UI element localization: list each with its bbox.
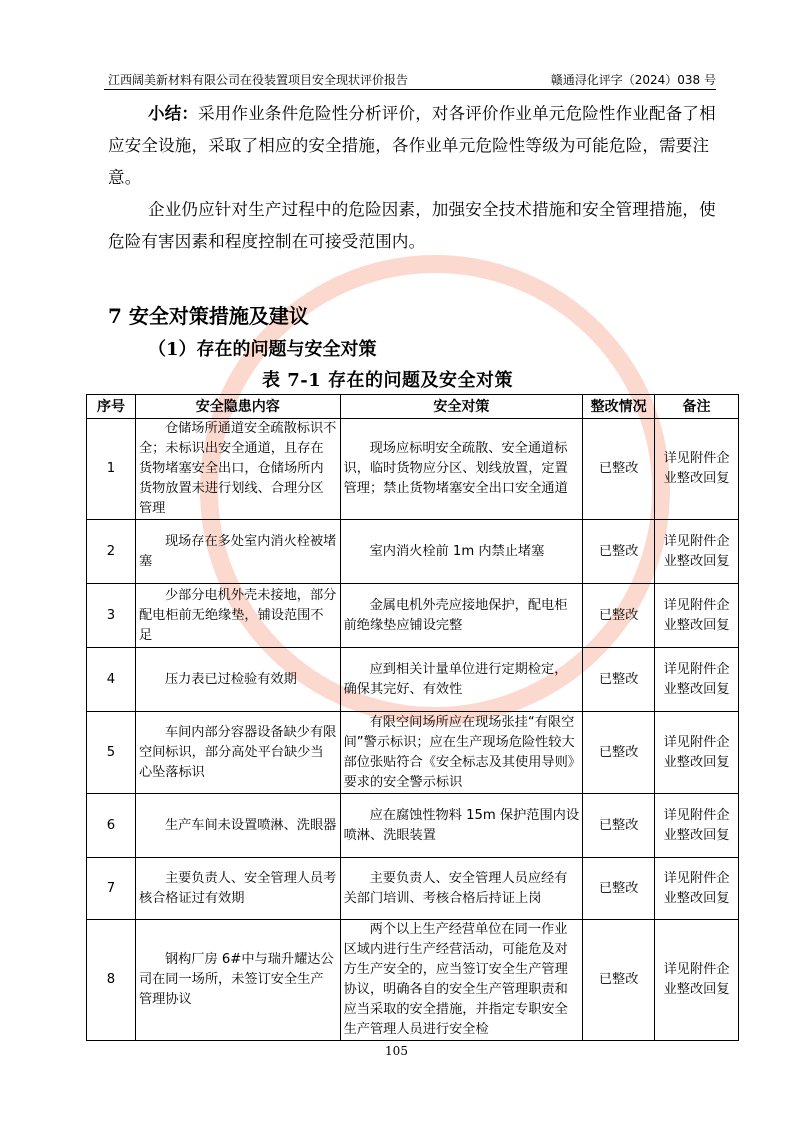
row-no: 3 — [87, 584, 136, 648]
summary-label: 小结： — [148, 104, 199, 123]
summary-paragraph-2: 企业仍应针对生产过程中的危险因素，加强安全技术措施和安全管理措施，使危险有害因素和程度控制在可接受范围内。 — [108, 200, 716, 251]
row-status: 已整改 — [583, 648, 655, 712]
row-note: 详见附件企业整改回复 — [655, 648, 739, 712]
row-status: 已整改 — [583, 858, 655, 920]
header-doc-number: 赣通浔化评字（2024）038 号 — [550, 73, 716, 87]
table-row — [87, 419, 739, 520]
row-no: 7 — [87, 858, 136, 920]
header-note: 备注 — [655, 395, 739, 419]
table-row — [87, 794, 739, 858]
header-no: 序号 — [87, 395, 136, 419]
row-measure: 主要负责人、安全管理人员应经有关部门培训、考核合格后持证上岗 — [340, 858, 583, 920]
page-header — [104, 69, 716, 87]
summary-text: 采用作业条件危险性分析评价，对各评价作业单元危险性作业配备了相应安全设施，采取了相应的安全措施，各作业单元危险性等级为可能危险，需要注意。 — [108, 104, 716, 187]
row-measure: 应到相关计量单位进行定期检定，确保其完好、有效性 — [340, 648, 583, 712]
row-note: 详见附件企业整改回复 — [655, 858, 739, 920]
row-measure: 室内消火栓前 1m 内禁止堵塞 — [340, 520, 583, 584]
table-row — [87, 584, 739, 648]
header-rule — [104, 89, 716, 90]
table-caption: 表 7-1 存在的问题及安全对策 — [262, 370, 514, 391]
header-measure: 安全对策 — [340, 395, 583, 419]
row-no: 8 — [87, 920, 136, 1041]
row-note: 详见附件企业整改回复 — [655, 712, 739, 794]
row-hazard: 主要负责人、安全管理人员考核合格证过有效期 — [135, 858, 340, 920]
row-hazard: 仓储场所通道安全疏散标识不全；未标识出安全通道，且存在货物堵塞安全出口，仓储场所内货物放置未进行划线、合理分区管理 — [135, 419, 340, 520]
row-note: 详见附件企业整改回复 — [655, 920, 739, 1041]
section-title: 7 安全对策措施及建议 — [108, 304, 309, 328]
header-status: 整改情况 — [583, 395, 655, 419]
row-note: 详见附件企业整改回复 — [655, 584, 739, 648]
table-row — [87, 648, 739, 712]
row-note: 详见附件企业整改回复 — [655, 520, 739, 584]
row-status: 已整改 — [583, 520, 655, 584]
row-no: 4 — [87, 648, 136, 712]
row-note: 详见附件企业整改回复 — [655, 794, 739, 858]
section-subtitle: （1）存在的问题与安全对策 — [148, 339, 377, 360]
row-status: 已整改 — [583, 794, 655, 858]
table-row — [87, 920, 739, 1041]
row-measure: 金属电机外壳应接地保护，配电柜前绝缘垫应铺设完整 — [340, 584, 583, 648]
row-no: 6 — [87, 794, 136, 858]
row-hazard: 车间内部分容器设备缺少有限空间标识，部分高处平台缺少当心坠落标识 — [135, 712, 340, 794]
row-measure: 有限空间场所应在现场张挂“有限空间”警示标识；应在生产现场危险性较大部位张贴符合《安全标志及其使用导则》要求的安全警示标识 — [340, 712, 583, 794]
row-measure: 应在腐蚀性物料 15m 保护范围内设喷淋、洗眼装置 — [340, 794, 583, 858]
hazard-table — [86, 394, 739, 1041]
row-no: 1 — [87, 419, 136, 520]
table-row — [87, 712, 739, 794]
header-hazard: 安全隐患内容 — [135, 395, 340, 419]
table-header-row — [87, 395, 739, 419]
table-row — [87, 520, 739, 584]
row-status: 已整改 — [583, 920, 655, 1041]
row-status: 已整改 — [583, 419, 655, 520]
row-measure: 现场应标明安全疏散、安全通道标识，临时货物应分区、划线放置，定置管理；禁止货物堵塞安全出口安全通道 — [340, 419, 583, 520]
row-hazard: 钢构厂房 6#中与瑞升耀达公司在同一场所，未签订安全生产管理协议 — [135, 920, 340, 1041]
page-number: 105 — [385, 1044, 408, 1058]
row-measure: 两个以上生产经营单位在同一作业区域内进行生产经营活动，可能危及对方生产安全的，应当签订安全生产管理协议，明确各自的安全生产管理职责和应当采取的安全措施，并指定专职安全生产管理人员进行安全检 — [340, 920, 583, 1041]
table-row — [87, 858, 739, 920]
row-status: 已整改 — [583, 584, 655, 648]
row-no: 2 — [87, 520, 136, 584]
row-no: 5 — [87, 712, 136, 794]
row-status: 已整改 — [583, 712, 655, 794]
row-hazard: 少部分电机外壳未接地，部分配电柜前无绝缘垫，铺设范围不足 — [135, 584, 340, 648]
header-title: 江西阔美新材料有限公司在役装置项目安全现状评价报告 — [108, 73, 409, 87]
row-note: 详见附件企业整改回复 — [655, 419, 739, 520]
row-hazard: 压力表已过检验有效期 — [135, 648, 340, 712]
row-hazard: 现场存在多处室内消火栓被堵塞 — [135, 520, 340, 584]
summary-paragraph — [108, 98, 720, 194]
row-hazard: 生产车间未设置喷淋、洗眼器 — [135, 794, 340, 858]
